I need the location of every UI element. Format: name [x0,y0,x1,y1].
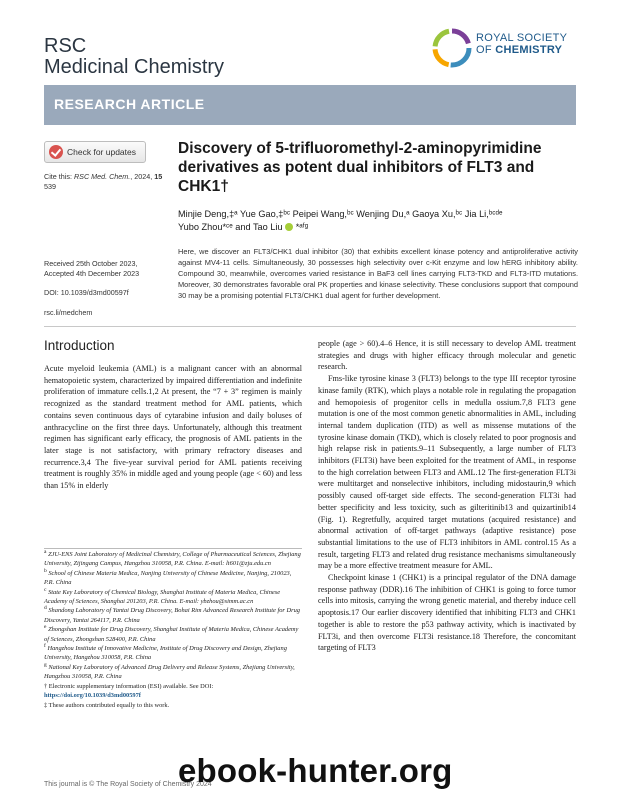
footnote-e [44,625,302,644]
article-dates [44,259,139,279]
footnote-text: Shandong Laboratory of Yantai Drug Discovery, Bohai Rim Advanced Research Institute for Drug Discovery, Yantai 264117, P.R. China [44,607,301,624]
authors-line2-start: Yubo Zhou*ᶜᵉ and Tao Liu [178,222,283,232]
article-type-banner [44,85,576,125]
cite-prefix: Cite this: [44,172,74,181]
footnote-text: State Key Laboratory of Chemical Biology, Shanghai Institute of Materia Medica, Chinese Academy of Sciences, Shanghai 201203, P.R. China. E-mail: ybzhou@simm.ac.cn [44,588,281,606]
esi-note [44,682,302,701]
footnote-text: Zhongshan Institute for Drug Discovery, Shanghai Institute of Materia Medica, Chinese Academy of Sciences, Zhongshan 528400, P.R. China [44,626,299,643]
equal-contribution-note: ‡ These authors contributed equally to this work. [44,701,170,709]
authors-line2 [178,221,578,234]
footnote-text: School of Chinese Materia Medica, Nanjing University of Chinese Medicine, Nanjing, 210023, P.R. China [44,569,292,587]
footnote-mark: c [44,586,47,593]
check-updates-label: Check for updates [67,147,136,157]
header-divider [44,326,576,327]
footnote-f [44,644,302,663]
footnote-text: Hangzhou Institute of Innovative Medicine, Institute of Drug Discovery and Design, Zhejiang University, Hangzhou 310058, P.R. China [44,645,287,662]
abstract: Here, we discover an FLT3/CHK1 dual inhibitor (30) that exhibits excellent kinase potency and antiproliferative activity against MV4-11 cells. Simultaneously, 30 possesses high selectivity over c-Kit enzyme and low hERG inhibitory ability. Compound 30, meanwhile, overcomes varied resistance in BaF3 cell lines carrying FLT3-TKD and FLT3-ITD mutations. Moreover, 30 demonstrates favorable oral PK properties and kinase selectivity. These conclusions support that compound 30 may be a promising potential FLT3/CHK1 dual agent for further development. [178,247,578,300]
esi-doi-link[interactable]: https://doi.org/10.1039/d3md00597f [44,692,141,700]
doi[interactable]: DOI: 10.1039/d3md00597f [44,288,129,297]
intro-paragraph-3: Checkpoint kinase 1 (CHK1) is a principal regulator of the DNA damage response pathway (DDR).16 The inhibition of CHK1 is going to force tumor cells into mitosis, carrying the wrong genetic material, and thereby induce cell apoptosis.17 Our earlier discovery identified that inhibiting FLT3 and CHK1 together is able to restore the p53 pathway activity, which is inactivated by FLT3i, and then overcome FLT3i resistance.18 Therefore, the concomitant targeting of FLT3 [318,573,576,653]
check-updates-icon [49,145,63,159]
cite-volume: 15 [154,172,163,181]
journal-name [44,36,224,78]
publisher-logo-chemistry: CHEMISTRY [495,44,563,56]
page-footer: This journal is © The Royal Society of Chemistry 2024 [44,781,212,788]
intro-paragraph-1-cont: people (age > 60).4–6 Hence, it is still necessary to develop AML treatment strategies and drugs with higher efficacy through molecular and genetic research. [318,339,576,372]
authors-line2-end: *ᵃᶠᵍ [293,222,309,232]
footnotes [44,550,302,710]
intro-paragraph-2: Fms-like tyrosine kinase 3 (FLT3) belongs to the type III receptor tyrosine kinase family (RTK), which plays a notable role in regulating the propagation and hemopoiesis of progenitor cells in medulla ossium.7,8 FLT3 gene mutation is one of the most common genetic abnormalities in AML, including internal tandem duplication (ITD) as well as missense mutations of the tyrosine kinase domain (TKD), which is closely related to poor prognosis and high relapse risk in patients.9–11 Subsequently, a large number of FLT3 inhibitors (FLT3i) have been exploited for the treatment of AML, in response to the high correlation between FLT3 and AML.12 The first-generation FLT3i were multitarget and nonselective inhibitors, including midostaurin,9 which possibly caused off-target side effects. The second-generation FLT3i had better specificity and less toxicity, such as gilteritinib13 and quizartinib14 (Fig. 1). Regretfully, acquired target mutations (acquired resistance) and abnormal activation of off-target pathways (adaptive resistance) pose substantial limitations to the use of FLT3 inhibitors in AML control.15 As a result, targeting FLT3 and related drug resistance mechanisms simultaneously may be a more effective treatment measure for AML. [318,374,576,571]
footnote-c [44,588,302,607]
article-type-label: RESEARCH ARTICLE [54,96,205,112]
publisher-logo-of: OF [476,44,496,56]
footnote-divider [44,548,302,549]
footnote-mark: g [44,661,47,668]
article-title: Discovery of 5-trifluoromethyl-2-aminopyrimidine derivatives as potent dual inhibitors of FLT3 and CHK1† [178,140,542,195]
footnote-g [44,663,302,682]
footnote-text: ZJU-ENS Joint Laboratory of Medicinal Chemistry, College of Pharmaceutical Sciences, Zhejiang University, Zijingang Campus, Hangzhou 310058, P.R. China. E-mail: lt601@zju.edu.cn [44,551,301,568]
received-date: Received 25th October 2023, [44,259,138,268]
footnote-b [44,569,302,588]
footnote-mark: d [44,605,47,612]
footnote-a [44,550,302,569]
cite-journal: RSC Med. Chem. [73,172,131,181]
publisher-logo-line1: ROYAL SOCIETY [476,32,568,44]
footnote-text: National Key Laboratory of Advanced Drug Delivery and Release Systems, Zhejiang University, Hangzhou 310058, P.R. China [44,663,295,681]
footnote-mark: e [44,624,47,631]
footnote-mark: a [44,548,47,555]
introduction-heading: Introduction [44,338,115,353]
journal-url[interactable]: rsc.li/medchem [44,308,93,317]
esi-note-text: † Electronic supplementary information (ESI) available. See DOI: [44,682,214,690]
intro-paragraph-1: Acute myeloid leukemia (AML) is a malignant cancer with an abnormal hematopoietic system, characterized by impaired differentiation and indefinite proliferation of immature cells.1,2 At present, the “7 + 3” regimen is mainly recognized as the standard treatment method for AML patients, which contains seven continuous days of cytarabine infusion and daily boluses of anthracycline on the first three days. Unfortunately, although this treatment regimen has significant early efficacy, the prognosis of AML patients in the later stage is not satisfactory, with primary refractory diseases and recurrence.3,4 The five-year survival period for AML patients receiving treatment is roughly 35% in middle aged and young people (age < 60) and less than 15% in elderly [44,364,302,491]
journal-name-line1: RSC [44,35,87,57]
cite-year: , 2024, [130,172,155,181]
right-column [318,338,576,654]
accepted-date: Accepted 4th December 2023 [44,269,140,278]
authors-line1: Minjie Deng,‡ᵃ Yue Gao,‡ᵇᶜ Peipei Wang,ᵇᶜ Wenjing Du,ᵃ Gaoya Xu,ᵇᶜ Jia Li,ᵇᶜᵈᵉ [178,209,503,219]
journal-name-line2: Medicinal Chemistry [44,56,225,78]
publisher-logo-line2 [476,44,567,56]
footnote-d [44,606,302,625]
footnote-mark: b [44,567,47,574]
cite-page-text: 539 [44,182,56,191]
cite-this [44,172,162,192]
publisher-logo-text [476,32,567,56]
footnote-mark: f [44,642,46,649]
orcid-icon[interactable] [285,223,293,231]
check-for-updates-button[interactable] [44,141,146,163]
left-column [44,363,302,492]
watermark: ebook-hunter.org [178,752,453,789]
author-list [178,208,578,234]
